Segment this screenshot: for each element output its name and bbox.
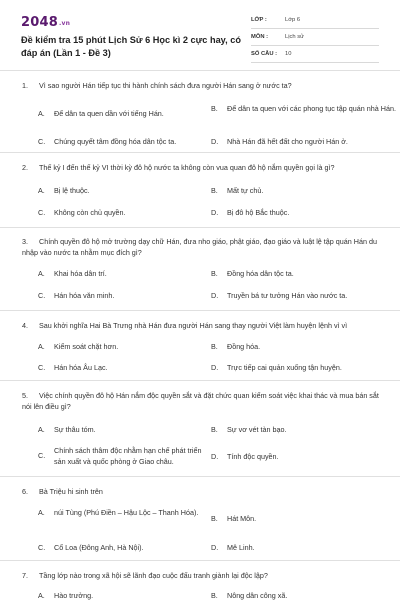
question-text (22, 390, 382, 412)
option-d[interactable] (211, 137, 397, 148)
question-number: 4. (22, 321, 28, 330)
question-text (22, 570, 382, 581)
quiz-meta (251, 12, 379, 63)
question-text (22, 486, 382, 497)
option-b[interactable] (211, 514, 397, 525)
question-stem: Vì sao người Hán tiếp tục thi hành chính sách đưa người Hán sang ở nước ta? (39, 81, 292, 90)
option-text: Kiểm soát chặt hơn. (54, 342, 119, 351)
question-number: 6. (22, 487, 28, 496)
option-text: Sự thâu tóm. (54, 425, 96, 434)
question-text (22, 162, 382, 173)
divider (0, 152, 400, 153)
question-stem: Bà Triệu hi sinh trên (39, 487, 103, 496)
meta-row-subject (251, 29, 379, 46)
option-text: núi Tùng (Phú Điền – Hậu Lộc – Thanh Hóa). (54, 508, 199, 517)
option-letter: B. (211, 104, 218, 113)
question-stem: Tầng lớp nào trong xã hội sẽ lãnh đạo cuộc đấu tranh giành lại độc lập? (39, 571, 268, 580)
option-letter: C. (38, 363, 46, 372)
option-c[interactable] (38, 543, 206, 554)
option-text: Để dân ta quen dần với tiếng Hán. (54, 109, 164, 118)
option-text: Hát Môn. (227, 514, 257, 523)
option-text: Nông dân công xã. (227, 591, 288, 600)
option-letter: B. (211, 186, 218, 195)
meta-label: LỚP : (251, 17, 267, 23)
option-text: Hào trưởng. (54, 591, 94, 600)
option-a[interactable] (38, 508, 206, 519)
question-stem: Chính quyền đô hộ mở trường dạy chữ Hán, đưa nho giáo, phật giáo, đạo giáo và luật lệ tập quán Hán du nhập vào nước ta nhằm mục đích gì? (22, 237, 377, 257)
option-b[interactable] (211, 186, 397, 197)
option-text: Chính sách thâm độc nhằm hạn chế phát triển sản xuất và quốc phòng ở Giao châu. (54, 446, 202, 466)
option-c[interactable] (38, 208, 206, 219)
option-letter: A. (38, 109, 45, 118)
option-letter: C. (38, 543, 46, 552)
option-b[interactable] (211, 104, 397, 115)
option-text: Cổ Loa (Đông Anh, Hà Nội). (54, 543, 144, 552)
divider (0, 476, 400, 477)
option-d[interactable] (211, 543, 397, 554)
option-text: Đồng hóa. (227, 342, 261, 351)
option-letter: D. (211, 137, 219, 146)
option-c[interactable] (38, 363, 206, 374)
meta-value: Lớp 6 (285, 17, 301, 23)
option-text: Mê Linh. (227, 543, 255, 552)
option-a[interactable] (38, 591, 206, 600)
option-letter: A. (38, 508, 45, 517)
logo-text: 2048 (21, 15, 58, 30)
question-stem: Việc chính quyền đô hộ Hán nắm độc quyền sắt và đặt chức quan kiểm soát việc khai thác và mua bán sắt nói lên điều gì? (22, 391, 379, 411)
option-text: Chúng quyết tâm đồng hóa dân tộc ta. (54, 137, 177, 146)
option-text: Đồng hóa dân tộc ta. (227, 269, 294, 278)
meta-value: Lịch sử (285, 34, 305, 40)
meta-value: 10 (285, 51, 292, 57)
option-letter: D. (211, 452, 219, 461)
option-d[interactable] (211, 291, 397, 302)
question-text (22, 320, 382, 331)
option-d[interactable] (211, 452, 397, 463)
question-text (22, 236, 382, 258)
question-stem: Sau khởi nghĩa Hai Bà Trưng nhà Hán đưa người Hán sang thay người Việt làm huyện lệnh vì vì (39, 321, 348, 330)
option-text: Để dân ta quen với các phong tục tập quán nhà Hán. (227, 104, 396, 113)
meta-label: MÔN : (251, 34, 269, 40)
header (0, 0, 400, 66)
option-text: Nhà Hán đã hết đất cho người Hán ở. (227, 137, 348, 146)
option-letter: C. (38, 291, 46, 300)
option-letter: C. (38, 208, 46, 217)
option-text: Tính độc quyền. (227, 452, 279, 461)
option-letter: C. (38, 451, 46, 461)
divider (0, 380, 400, 381)
question-number: 2. (22, 163, 28, 172)
question-number: 5. (22, 391, 28, 400)
option-a[interactable] (38, 109, 206, 120)
option-letter: B. (211, 269, 218, 278)
option-text: Sự vơ vét tàn bạo. (227, 425, 287, 434)
option-b[interactable] (211, 591, 397, 600)
divider (0, 70, 400, 71)
option-text: Trực tiếp cai quản xuống tận huyện. (227, 363, 342, 372)
option-c[interactable] (38, 446, 206, 467)
option-b[interactable] (211, 425, 397, 436)
option-c[interactable] (38, 291, 206, 302)
option-a[interactable] (38, 425, 206, 436)
meta-row-class (251, 12, 379, 29)
option-letter: B. (211, 514, 218, 523)
option-letter: A. (38, 342, 45, 351)
question-text (22, 80, 382, 91)
page-title: Đề kiểm tra 15 phút Lịch Sử 6 Học kì 2 cực hay, có đáp án (Lần 1 - Đề 3) (21, 35, 241, 58)
option-letter: A. (38, 269, 45, 278)
question-number: 3. (22, 237, 28, 246)
divider (0, 227, 400, 228)
option-letter: D. (211, 208, 219, 217)
option-letter: B. (211, 425, 218, 434)
option-letter: A. (38, 425, 45, 434)
question-number: 1. (22, 81, 28, 90)
option-letter: B. (211, 342, 218, 351)
option-a[interactable] (38, 342, 206, 353)
option-b[interactable] (211, 269, 397, 280)
meta-label: SỐ CÂU : (251, 51, 278, 57)
option-text: Bị đô hộ Bắc thuộc. (227, 208, 290, 217)
option-text: Mất tự chủ. (227, 186, 264, 195)
option-b[interactable] (211, 342, 397, 353)
option-letter: D. (211, 543, 219, 552)
option-c[interactable] (38, 137, 206, 148)
option-letter: D. (211, 363, 219, 372)
option-a[interactable] (38, 269, 206, 280)
question-stem: Thế kỷ I đến thế kỷ VI thời kỳ đô hộ nước ta không còn vua quan đô hộ nắm quyền gọi là gì? (39, 163, 335, 172)
option-d[interactable] (211, 208, 397, 219)
logo-suffix: .vn (58, 20, 71, 27)
option-text: Hán hóa văn minh. (54, 291, 115, 300)
option-letter: D. (211, 291, 219, 300)
question-number: 7. (22, 571, 28, 580)
option-a[interactable] (38, 186, 206, 197)
divider (0, 560, 400, 561)
option-letter: A. (38, 591, 45, 600)
option-text: Hán hóa Âu Lạc. (54, 363, 108, 372)
option-letter: A. (38, 186, 45, 195)
option-d[interactable] (211, 363, 397, 374)
option-text: Bị lệ thuộc. (54, 186, 90, 195)
option-text: Khai hóa dân trí. (54, 269, 107, 278)
option-text: Truyền bá tư tưởng Hán vào nước ta. (227, 291, 348, 300)
option-letter: C. (38, 137, 46, 146)
site-logo[interactable] (21, 15, 70, 30)
option-letter: B. (211, 591, 218, 600)
meta-row-count (251, 46, 379, 63)
divider (0, 310, 400, 311)
option-text: Không còn chủ quyền. (54, 208, 126, 217)
